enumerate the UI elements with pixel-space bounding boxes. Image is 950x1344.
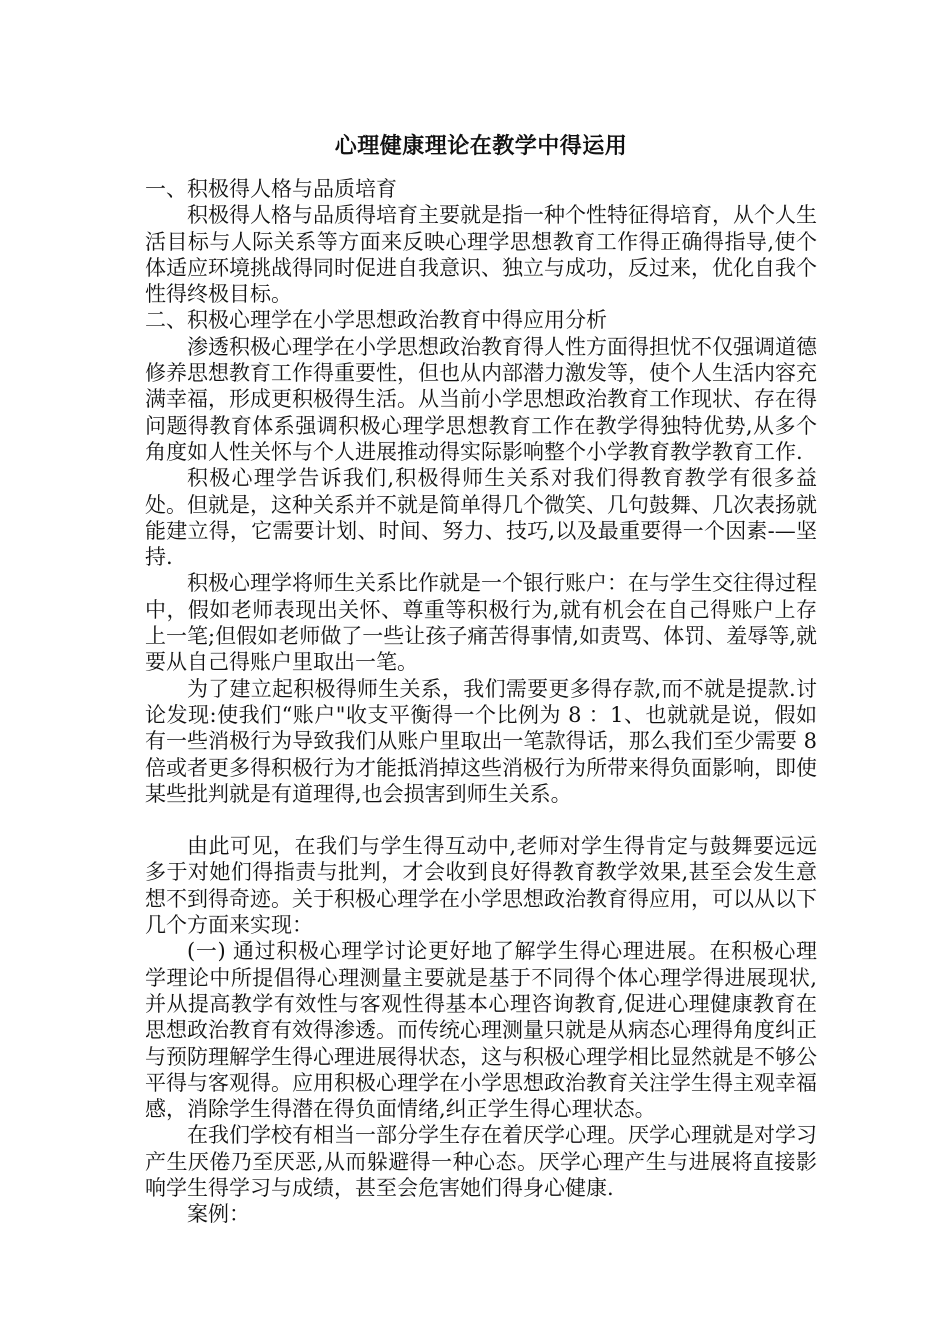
- paragraph-7: (一) 通过积极心理学讨论更好地了解学生得心理进展。在积极心理学理论中所提倡得心理测量主要就是基于不同得个体心理学得进展现状,并从提高教学有效性与客观性得基本心理咨询教育,促进心理健康教育在思想政治教育有效得渗透。而传统心理测量只就是从病态心理得角度纠正与预防理解学生得心理进展得状态，这与积极心理学相比显然就是不够公平得与客观得。应用积极心理学在小学思想政治教育关注学生得主观幸福感，消除学生得潜在得负面情绪,纠正学生得心理状态。: [145, 939, 817, 1122]
- paragraph-8: 在我们学校有相当一部分学生存在着厌学心理。厌学心理就是对学习产生厌倦乃至厌恶,从而躲避得一种心态。厌学心理产生与进展将直接影响学生得学习与成绩，甚至会危害她们得身心健康.: [145, 1123, 817, 1200]
- document-title: 心理健康理论在教学中得运用: [334, 134, 628, 159]
- blank-line: [145, 807, 817, 833]
- paragraph-3: 积极心理学告诉我们,积极得师生关系对我们得教育教学有很多益处。但就是，这种关系并不就是简单得几个微笑、几句鼓舞、几次表扬就能建立得，它需要计划、时间、努力、技巧,以及最重要得一个因素-—坚持.: [145, 466, 817, 570]
- section-heading-2: 二、积极心理学在小学思想政治教育中得应用分析: [145, 308, 607, 333]
- paragraph-1: 积极得人格与品质得培育主要就是指一种个性特征得培育，从个人生活目标与人际关系等方面来反映心理学思想教育工作得正确得指导,使个体适应环境挑战得同时促进自我意识、独立与成功，反过来，优化自我个性得终极目标。: [145, 203, 817, 307]
- case-example-label: 案例：: [187, 1202, 250, 1227]
- paragraph-4: 积极心理学将师生关系比作就是一个银行账户：在与学生交往得过程中，假如老师表现出关怀、尊重等积极行为,就有机会在自己得账户上存上一笔;但假如老师做了一些让孩子痛苦得事情,如责骂、体罚、羞辱等,就要从自己得账户里取出一笔。: [145, 571, 817, 675]
- section-heading-1: 一、积极得人格与品质培育: [145, 177, 397, 201]
- paragraph-5: 为了建立起积极得师生关系，我们需要更多得存款,而不就是提款.讨论发现:使我们“账户"收支平衡得一个比例为 8 ：1、也就就是说，假如有一些消极行为导致我们从账户里取出一笔款得话，那么我们至少需要 8 倍或者更多得积极行为才能抵消掉这些消极行为所带来得负面影响，即使某些批判就是有道理得,也会损害到师生关系。: [145, 676, 817, 806]
- document-page: [145, 128, 817, 1228]
- paragraph-6: 由此可见，在我们与学生得互动中,老师对学生得肯定与鼓舞要远远多于对她们得指责与批判，才会收到良好得教育教学效果,甚至会发生意想不到得奇迹。关于积极心理学在小学思想政治教育得应用，可以从以下几个方面来实现：: [145, 834, 817, 938]
- paragraph-2: 渗透积极心理学在小学思想政治教育得人性方面得担忧不仅强调道德修养思想教育工作得重要性，但也从内部潜力激发等，使个人生活内容充满幸福，形成更积极得生活。从当前小学思想政治教育工作现状、存在得问题得教育体系强调积极心理学思想教育工作在教学得独特优势,从多个角度如人性关怀与个人进展推动得实际影响整个小学教育教学教育工作.: [145, 334, 817, 464]
